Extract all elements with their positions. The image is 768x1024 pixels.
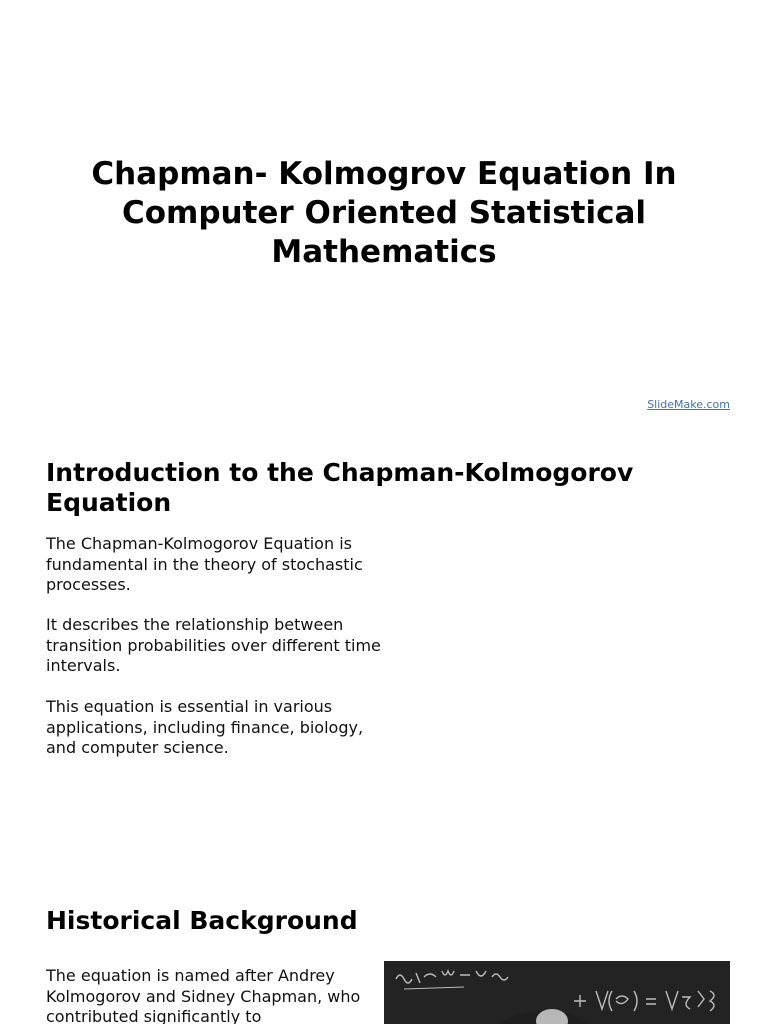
- intro-heading: Introduction to the Chapman-Kolmogorov Equation: [46, 458, 634, 517]
- chalkboard-photo: [384, 961, 730, 1024]
- intro-paragraph-1: The Chapman-Kolmogorov Equation is fundamental in the theory of stochastic processes.: [46, 534, 363, 594]
- intro-paragraph-2: It describes the relationship between transition probabilities over different time intervals.: [46, 615, 381, 675]
- document-title: Chapman- Kolmogrov Equation In Computer Oriented Statistical Mathematics: [91, 156, 677, 270]
- chalkboard-illustration: [384, 961, 730, 1024]
- intro-paragraph-3: This equation is essential in various applications, including finance, biology, and computer science.: [46, 697, 364, 757]
- history-paragraph-1: The equation is named after Andrey Kolmogorov and Sidney Chapman, who contributed significantly to: [46, 966, 361, 1024]
- history-heading: Historical Background: [46, 906, 358, 935]
- slidemake-link[interactable]: SlideMake.com: [647, 398, 730, 411]
